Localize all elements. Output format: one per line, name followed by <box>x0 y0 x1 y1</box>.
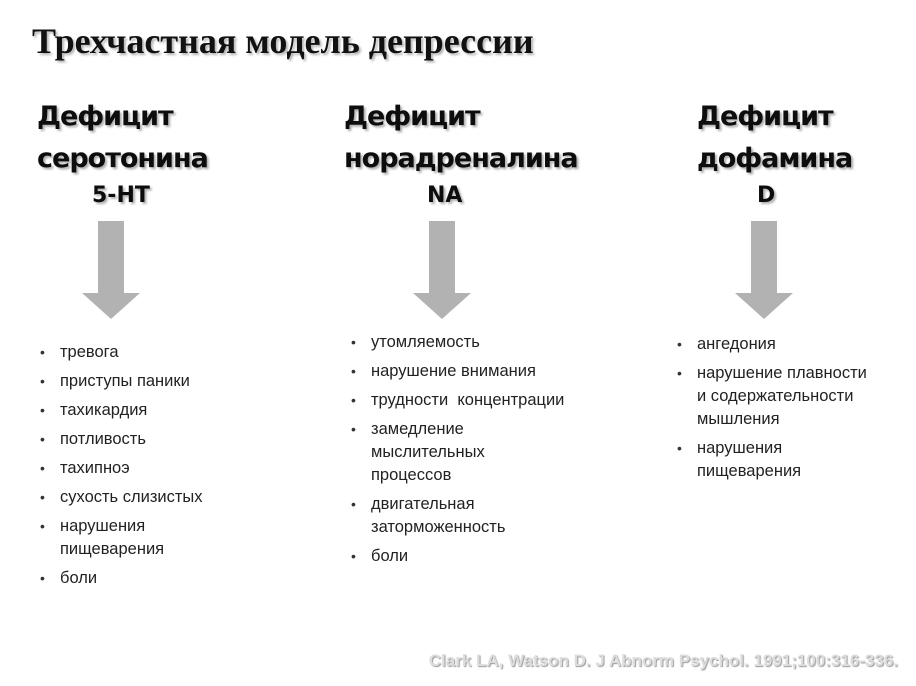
list-item: • утомляемость <box>351 331 621 354</box>
list-item: • сухость слизистых <box>40 486 280 509</box>
noradrenaline-abbreviation: NA <box>427 183 463 208</box>
list-item: • нарушение внимания <box>351 360 621 383</box>
citation: Clark LA, Watson D. J Abnorm Psychol. 1991;100:316-336. <box>428 651 898 670</box>
dopamine-abbreviation: D <box>757 183 776 208</box>
noradrenaline-heading-line-2: норадреналина <box>344 143 578 174</box>
serotonin-heading <box>37 96 208 180</box>
list-item: • замедление мыслительных процессов <box>351 418 531 487</box>
down-arrow-icon <box>735 221 793 319</box>
dopamine-symptom-list <box>677 333 877 489</box>
list-item: • тахипноэ <box>40 457 280 480</box>
serotonin-symptom-list <box>40 341 280 596</box>
list-item: • нарушения пищеварения <box>40 515 200 561</box>
down-arrow-icon <box>413 221 471 319</box>
list-item: • приступы паники <box>40 370 280 393</box>
list-item: • нарушение плавности и содержательности мышления <box>677 362 867 431</box>
noradrenaline-symptom-list <box>351 331 621 574</box>
list-item: • нарушения пищеварения <box>677 437 837 483</box>
list-item: • ангедония <box>677 333 877 356</box>
serotonin-heading-line-1: Дефицит <box>37 101 173 132</box>
down-arrow-icon <box>82 221 140 319</box>
dopamine-heading-line-2: дофамина <box>697 143 853 174</box>
list-item: • трудности концентрации <box>351 389 621 412</box>
dopamine-heading-line-1: Дефицит <box>697 101 833 132</box>
serotonin-heading-line-2: серотонина <box>37 143 208 174</box>
list-item: • боли <box>40 567 280 590</box>
list-item: • тревога <box>40 341 280 364</box>
noradrenaline-heading-line-1: Дефицит <box>344 101 480 132</box>
list-item: • тахикардия <box>40 399 280 422</box>
dopamine-heading <box>697 96 852 180</box>
list-item: • боли <box>351 545 621 568</box>
list-item: • двигательная заторможенность <box>351 493 551 539</box>
serotonin-abbreviation: 5-HT <box>92 183 150 208</box>
slide-title: Трехчастная модель депрессии <box>32 21 534 61</box>
list-item: • потливость <box>40 428 280 451</box>
noradrenaline-heading <box>344 96 578 180</box>
